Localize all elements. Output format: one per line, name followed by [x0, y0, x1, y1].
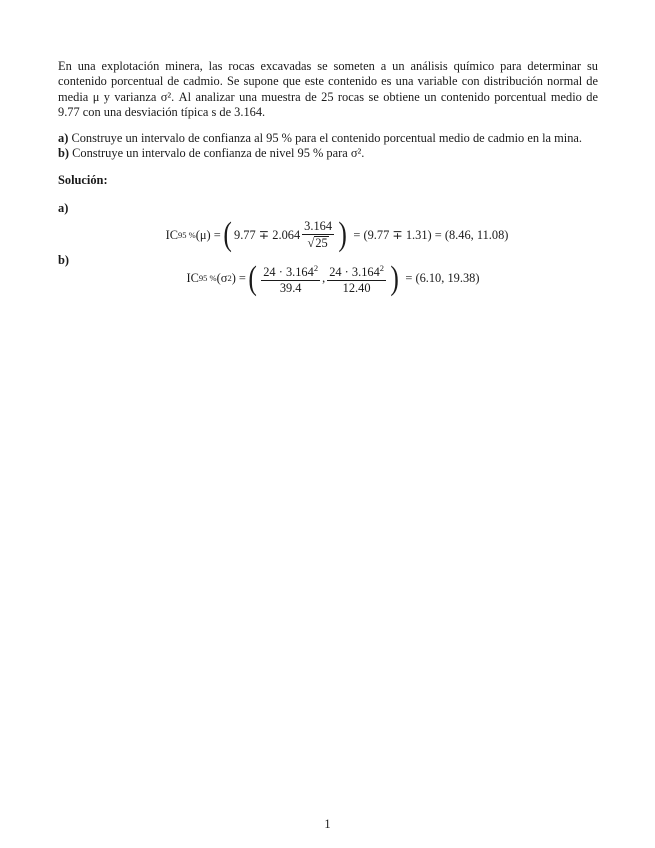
eq-b-open-paren: (: [248, 259, 257, 297]
eq-a-fraction: [302, 220, 334, 250]
eq-a-result: = (9.77 ∓ 1.31) = (8.46, 11.08): [353, 227, 509, 242]
eq-b-close-paren: ): [390, 259, 399, 297]
eq-b-ic: IC: [186, 270, 199, 285]
eq-b-arg-close: ) =: [231, 270, 246, 285]
eq-b-denominator-1: 39.4: [279, 281, 302, 296]
question-a: [58, 131, 598, 146]
question-b: [58, 146, 598, 161]
eq-b-result: = (6.10, 19.38): [405, 270, 480, 285]
question-b-text: Construye un intervalo de confianza de nivel 95 % para σ².: [72, 146, 365, 161]
eq-a-subscript: 95 %: [177, 229, 196, 240]
eq-b-superscript: 2: [227, 272, 232, 283]
sqrt-symbol: √ 25: [307, 236, 328, 251]
eq-b-num2-text: 24 · 3.164: [329, 265, 380, 280]
equation-b: [68, 261, 598, 297]
eq-a-denominator: [306, 235, 331, 250]
solution-b-label: b): [58, 253, 70, 268]
eq-b-denominator-2: 12.40: [342, 281, 371, 296]
eq-b-fraction-2: [327, 262, 386, 295]
document-body: [58, 59, 598, 297]
eq-b-numerator-2: [327, 262, 386, 281]
eq-b-num1-text: 24 · 3.164: [263, 265, 314, 280]
eq-b-fraction-1: [261, 262, 320, 295]
eq-a-close-paren: ): [338, 216, 347, 254]
eq-a-arg: (μ) =: [195, 227, 221, 242]
equation-a: [76, 217, 598, 253]
eq-b-num1-sup: 2: [313, 263, 319, 274]
eq-b-numerator-1: [261, 262, 320, 281]
question-a-label: a): [58, 130, 69, 145]
eq-a-open-paren: (: [223, 216, 232, 254]
eq-a-radicand: 25: [315, 236, 328, 251]
page-number: 1: [324, 817, 331, 831]
eq-b-arg: (σ: [216, 270, 228, 285]
solution-title: Solución:: [58, 173, 108, 188]
eq-a-numerator: 3.164: [304, 219, 333, 234]
eq-a-mean: 9.77 ∓ 2.064: [234, 227, 301, 242]
solution-a-label: a): [58, 200, 69, 215]
eq-b-subscript: 95 %: [198, 272, 217, 283]
eq-b-comma: ,: [322, 270, 326, 285]
question-a-text: Construye un intervalo de confianza al 95 % para el contenido porcentual medio de cadmio en la mina.: [71, 130, 583, 145]
question-b-label: b): [58, 146, 70, 161]
problem-statement: En una explotación minera, las rocas excavadas se someten a un análisis químico para determinar su contenido porcentual de cadmio. Se supone que este contenido es una variable con distribución normal de media μ y varianza σ². Al analizar una muestra de 25 rocas se obtiene un contenido porcentual medio de 9.77 con una desviación típica s de 3.164.: [58, 59, 598, 120]
eq-b-num2-sup: 2: [379, 263, 385, 274]
eq-a-ic: IC: [165, 227, 178, 242]
